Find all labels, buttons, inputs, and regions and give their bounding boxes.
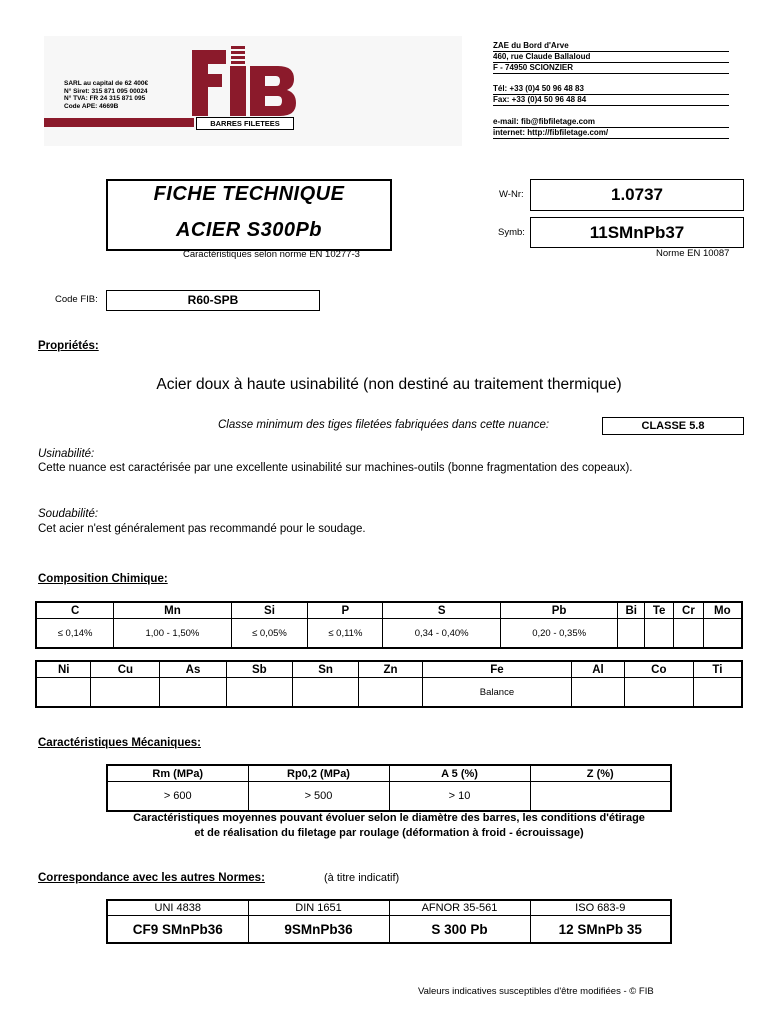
- mech-header: Z (%): [530, 765, 671, 782]
- norm-value: S 300 Pb: [389, 916, 530, 944]
- normes-hint: (à titre indicatif): [324, 872, 400, 884]
- element-header: Sn: [292, 661, 358, 678]
- usinabilite-text: Cette nuance est caractérisée par une excellente usinabilité sur machines-outils (bonne fragmentation des copeaux).: [38, 462, 633, 474]
- symb-label: Symb:: [498, 227, 525, 238]
- element-header: Al: [572, 661, 625, 678]
- element-value: [703, 619, 742, 649]
- mecaniques-note-1: Caractéristiques moyennes pouvant évoluer selon le diamètre des barres, les conditions d'étirage: [133, 812, 645, 824]
- composition-value-row-2: [36, 678, 742, 708]
- element-value: [693, 678, 742, 708]
- element-header: Ni: [36, 661, 91, 678]
- element-value: [618, 619, 645, 649]
- mecaniques-table: [106, 764, 672, 812]
- element-value: 0,34 - 0,40%: [383, 619, 500, 649]
- mech-value: > 600: [107, 782, 248, 812]
- title-box: [106, 179, 392, 251]
- norm-value: 12 SMnPb 35: [530, 916, 671, 944]
- element-value: ≤ 0,11%: [308, 619, 383, 649]
- element-value: ≤ 0,05%: [231, 619, 308, 649]
- proprietes-heading: Propriétés:: [38, 340, 99, 352]
- element-header: Zn: [359, 661, 423, 678]
- normes-value-row: [107, 916, 671, 944]
- element-header: P: [308, 602, 383, 619]
- address-line3: F - 74950 SCIONZIER: [493, 63, 729, 74]
- mech-header: Rp0,2 (MPa): [248, 765, 389, 782]
- element-value: [160, 678, 226, 708]
- composition-value-row-1: [36, 619, 742, 649]
- phone-tel: Tél: +33 (0)4 50 96 48 83: [493, 84, 729, 95]
- element-value: [674, 619, 704, 649]
- element-value: [292, 678, 358, 708]
- symb-value: 11SMnPb37: [530, 217, 744, 248]
- title-norm: Caractéristiques selon norme EN 10277-3: [183, 249, 360, 260]
- mech-header: A 5 (%): [389, 765, 530, 782]
- proprietes-main: Acier doux à haute usinabilité (non destiné au traitement thermique): [156, 376, 622, 393]
- element-header: C: [36, 602, 114, 619]
- element-header: Sb: [226, 661, 292, 678]
- soudabilite-text: Cet acier n'est généralement pas recommandé pour le soudage.: [38, 523, 366, 535]
- phone-fax: Fax: +33 (0)4 50 96 48 84: [493, 95, 729, 106]
- company-legal-info: SARL au capital de 62 400€ N° Siret: 315 871 095 00024 N° TVA: FR 24 315 871 095 Code APE: 4669B: [64, 80, 149, 110]
- element-value: [572, 678, 625, 708]
- classe-label: Classe minimum des tiges filetées fabriquées dans cette nuance:: [218, 419, 550, 431]
- website-link[interactable]: internet: http://fibfiletage.com/: [493, 128, 729, 139]
- element-header: Pb: [500, 602, 617, 619]
- composition-table-1: [35, 601, 743, 649]
- soudabilite-heading: Soudabilité:: [38, 508, 99, 520]
- element-value: [226, 678, 292, 708]
- norm-header: ISO 683-9: [530, 900, 671, 916]
- fib-logo: [190, 44, 300, 118]
- email-link[interactable]: e-mail: fib@fibfiletage.com: [493, 117, 729, 128]
- element-header: Mn: [114, 602, 231, 619]
- element-header: Si: [231, 602, 308, 619]
- norm-header: DIN 1651: [248, 900, 389, 916]
- classe-value: CLASSE 5.8: [602, 417, 744, 435]
- element-header: Co: [624, 661, 693, 678]
- element-value: 1,00 - 1,50%: [114, 619, 231, 649]
- address-line2: 460, rue Claude Ballaloud: [493, 52, 729, 63]
- code-fib-label: Code FIB:: [55, 294, 98, 305]
- element-value: [624, 678, 693, 708]
- element-value: ≤ 0,14%: [36, 619, 114, 649]
- norm-header: AFNOR 35-561: [389, 900, 530, 916]
- element-header: Cr: [674, 602, 704, 619]
- element-value: [36, 678, 91, 708]
- element-header: Fe: [422, 661, 571, 678]
- company-web: [493, 117, 729, 139]
- usinabilite-heading: Usinabilité:: [38, 448, 95, 460]
- element-header: Mo: [703, 602, 742, 619]
- logo-subtitle: BARRES FILETEES: [196, 117, 294, 130]
- mecaniques-note-2: et de réalisation du filetage par roulage (déformation à froid - écrouissage): [194, 827, 584, 839]
- element-value: [91, 678, 160, 708]
- normes-header-row: [107, 900, 671, 916]
- composition-header-row-2: [36, 661, 742, 678]
- element-header: Te: [645, 602, 674, 619]
- element-value: [645, 619, 674, 649]
- mech-value: > 10: [389, 782, 530, 812]
- composition-heading: Composition Chimique:: [38, 573, 168, 585]
- code-fib-value: R60-SPB: [106, 290, 320, 311]
- element-header: Cu: [91, 661, 160, 678]
- doc-title: FICHE TECHNIQUE: [153, 183, 345, 205]
- mecaniques-value-row: [107, 782, 671, 812]
- norm-value: 9SMnPb36: [248, 916, 389, 944]
- symb-norm: Norme EN 10087: [656, 248, 730, 259]
- mech-value: [530, 782, 671, 812]
- company-phone: [493, 84, 729, 106]
- mecaniques-heading: Caractéristiques Mécaniques:: [38, 737, 201, 749]
- logo-stripe: [44, 118, 194, 127]
- mecaniques-header-row: [107, 765, 671, 782]
- normes-heading: Correspondance avec les autres Normes:: [38, 872, 265, 884]
- wnr-label: W-Nr:: [499, 189, 524, 200]
- company-address: [493, 41, 729, 74]
- element-header: Bi: [618, 602, 645, 619]
- wnr-value: 1.0737: [530, 179, 744, 211]
- element-header: Ti: [693, 661, 742, 678]
- mech-value: > 500: [248, 782, 389, 812]
- element-header: S: [383, 602, 500, 619]
- element-value: Balance: [422, 678, 571, 708]
- element-value: [359, 678, 423, 708]
- address-line1: ZAE du Bord d'Arve: [493, 41, 729, 52]
- element-header: As: [160, 661, 226, 678]
- footer-note: Valeurs indicatives susceptibles d'être modifiées - © FIB: [418, 986, 654, 997]
- norm-header: UNI 4838: [107, 900, 248, 916]
- composition-header-row-1: [36, 602, 742, 619]
- norm-value: CF9 SMnPb36: [107, 916, 248, 944]
- normes-table: [106, 899, 672, 944]
- composition-table-2: [35, 660, 743, 708]
- steel-name: ACIER S300Pb: [175, 219, 323, 241]
- mech-header: Rm (MPa): [107, 765, 248, 782]
- element-value: 0,20 - 0,35%: [500, 619, 617, 649]
